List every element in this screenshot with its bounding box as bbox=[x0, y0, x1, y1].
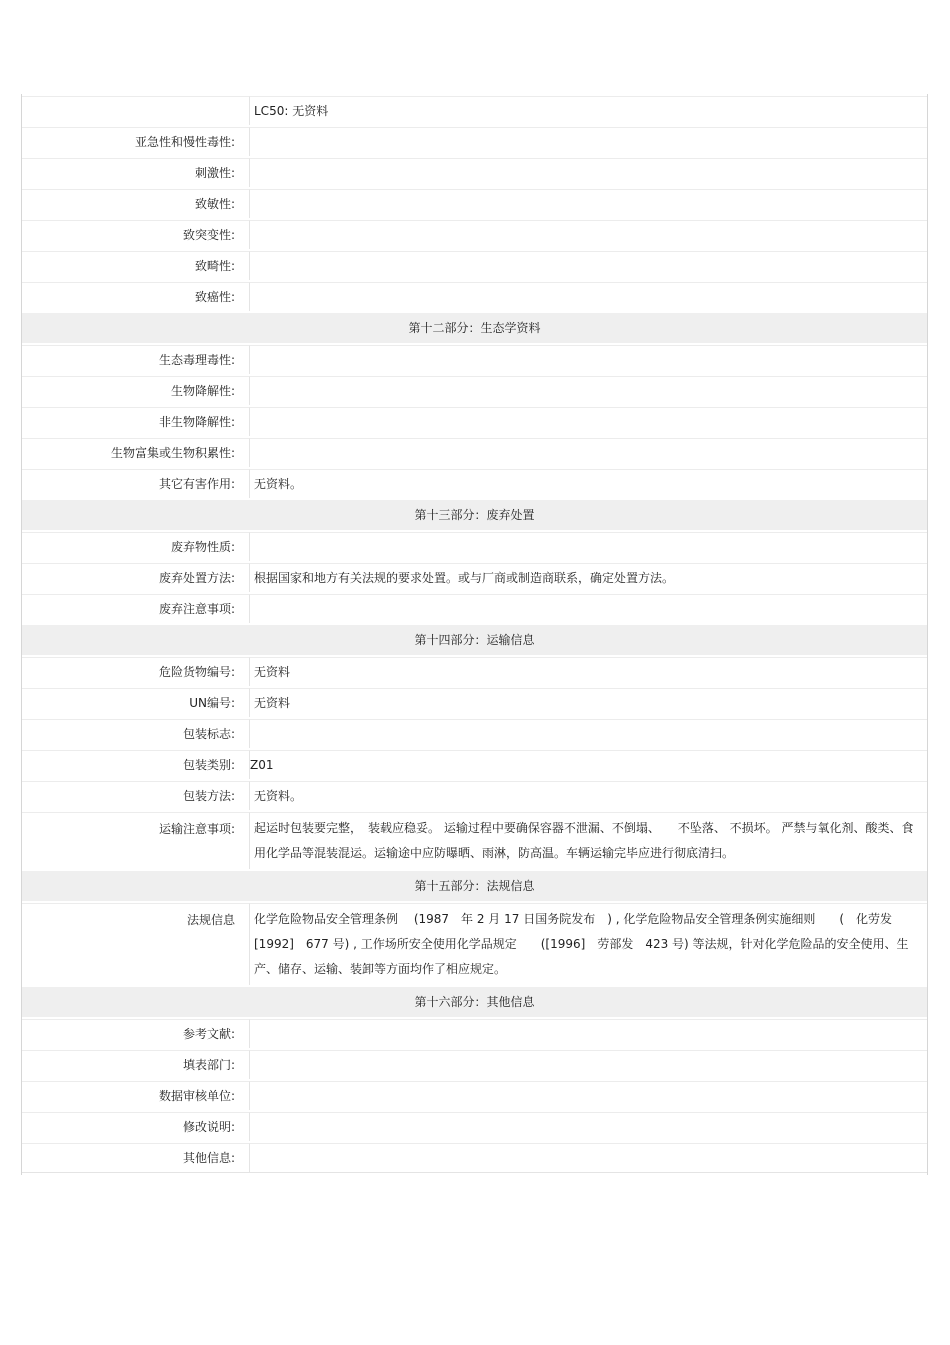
field-value: 无资料。 bbox=[250, 469, 927, 498]
field-value bbox=[250, 1143, 927, 1173]
section-title: 第十六部分：其他信息 bbox=[22, 987, 927, 1017]
field-label: 包装标志: bbox=[22, 719, 250, 748]
field-label: 参考文献: bbox=[22, 1019, 250, 1048]
field-value bbox=[250, 1050, 927, 1079]
table-row bbox=[22, 282, 927, 311]
table-row bbox=[22, 96, 927, 125]
section-header-row bbox=[22, 987, 927, 1017]
field-value bbox=[250, 282, 927, 311]
table-row bbox=[22, 189, 927, 218]
table-row bbox=[22, 158, 927, 187]
field-label: 其他信息: bbox=[22, 1143, 250, 1173]
field-value: 化学危险物品安全管理条例 (1987 年 2 月 17 日国务院发布 ) , 化学危险物品安全管理条例实施细则 ( 化劳发 [1992] 677 号) , 工作场所安全使用化学品规定 ([1996] 劳部发 423 号) 等法规，针对化学危险品的安全使用、生产、储存、运输、装卸等方面均作了相应规定。 bbox=[250, 903, 927, 985]
section-title: 第十二部分：生态学资料 bbox=[22, 313, 927, 343]
field-label: 运输注意事项: bbox=[22, 812, 250, 869]
field-value: 起运时包装要完整， 装载应稳妥。 运输过程中要确保容器不泄漏、不倒塌、 不坠落、 不损坏。 严禁与氧化剂、酸类、食用化学品等混装混运。运输途中应防曝晒、雨淋，防高温。车辆运输完毕应进行彻底清扫。 bbox=[250, 812, 927, 869]
field-label: 数据审核单位: bbox=[22, 1081, 250, 1110]
field-label: 危险货物编号: bbox=[22, 657, 250, 686]
table-row bbox=[22, 719, 927, 748]
field-value bbox=[250, 127, 927, 156]
field-label bbox=[22, 96, 250, 125]
field-label: 生态毒理毒性: bbox=[22, 345, 250, 374]
table-row bbox=[22, 407, 927, 436]
table-row bbox=[22, 1143, 927, 1173]
field-value: 根据国家和地方有关法规的要求处置。或与厂商或制造商联系，确定处置方法。 bbox=[250, 563, 927, 592]
section-header-row bbox=[22, 871, 927, 901]
section-header-row bbox=[22, 625, 927, 655]
table-row bbox=[22, 376, 927, 405]
field-value bbox=[250, 220, 927, 249]
field-value bbox=[250, 158, 927, 187]
field-label: 非生物降解性: bbox=[22, 407, 250, 436]
table-row bbox=[22, 1050, 927, 1079]
field-value bbox=[250, 438, 927, 467]
table-row bbox=[22, 594, 927, 623]
table-row bbox=[22, 1019, 927, 1048]
field-label: 废弃物性质: bbox=[22, 532, 250, 561]
table-row bbox=[22, 1081, 927, 1110]
field-label: 其它有害作用: bbox=[22, 469, 250, 498]
table-row bbox=[22, 750, 927, 779]
table-row bbox=[22, 469, 927, 498]
table-row bbox=[22, 438, 927, 467]
field-label: 致敏性: bbox=[22, 189, 250, 218]
field-label: 填表部门: bbox=[22, 1050, 250, 1079]
section-title: 第十四部分：运输信息 bbox=[22, 625, 927, 655]
table-row bbox=[22, 563, 927, 592]
field-label: 生物富集或生物积累性: bbox=[22, 438, 250, 467]
table-row bbox=[22, 903, 927, 985]
section-header-row bbox=[22, 313, 927, 343]
field-value bbox=[250, 1081, 927, 1110]
field-label: UN编号: bbox=[22, 688, 250, 717]
field-label: 生物降解性: bbox=[22, 376, 250, 405]
field-value: 无资料 bbox=[250, 657, 927, 686]
field-value bbox=[250, 719, 927, 748]
field-value: 无资料。 bbox=[250, 781, 927, 810]
section-header-row bbox=[22, 500, 927, 530]
table-row bbox=[22, 781, 927, 810]
field-label: 包装类别: bbox=[22, 750, 250, 779]
table-row bbox=[22, 127, 927, 156]
field-value: 无资料 bbox=[250, 688, 927, 717]
field-label: 废弃处置方法: bbox=[22, 563, 250, 592]
table-row bbox=[22, 688, 927, 717]
table-row bbox=[22, 657, 927, 686]
table-row bbox=[22, 251, 927, 280]
msds-table bbox=[21, 94, 928, 1175]
field-value bbox=[250, 1019, 927, 1048]
field-label: 致突变性: bbox=[22, 220, 250, 249]
field-label: 包装方法: bbox=[22, 781, 250, 810]
field-label: 致癌性: bbox=[22, 282, 250, 311]
table-row bbox=[22, 345, 927, 374]
field-value bbox=[250, 251, 927, 280]
field-label: 修改说明: bbox=[22, 1112, 250, 1141]
section-title: 第十三部分：废弃处置 bbox=[22, 500, 927, 530]
field-value bbox=[250, 345, 927, 374]
field-value: Z01 bbox=[250, 750, 927, 779]
field-value bbox=[250, 189, 927, 218]
field-value: LC50: 无资料 bbox=[250, 96, 927, 125]
section-title: 第十五部分：法规信息 bbox=[22, 871, 927, 901]
field-label: 致畸性: bbox=[22, 251, 250, 280]
field-label: 废弃注意事项: bbox=[22, 594, 250, 623]
field-value bbox=[250, 532, 927, 561]
field-value bbox=[250, 407, 927, 436]
field-value bbox=[250, 376, 927, 405]
table-row bbox=[22, 812, 927, 869]
table-row bbox=[22, 1112, 927, 1141]
table-row bbox=[22, 532, 927, 561]
field-label: 刺激性: bbox=[22, 158, 250, 187]
field-label: 法规信息 bbox=[22, 903, 250, 985]
field-value bbox=[250, 1112, 927, 1141]
field-value bbox=[250, 594, 927, 623]
field-label: 亚急性和慢性毒性: bbox=[22, 127, 250, 156]
table-row bbox=[22, 220, 927, 249]
